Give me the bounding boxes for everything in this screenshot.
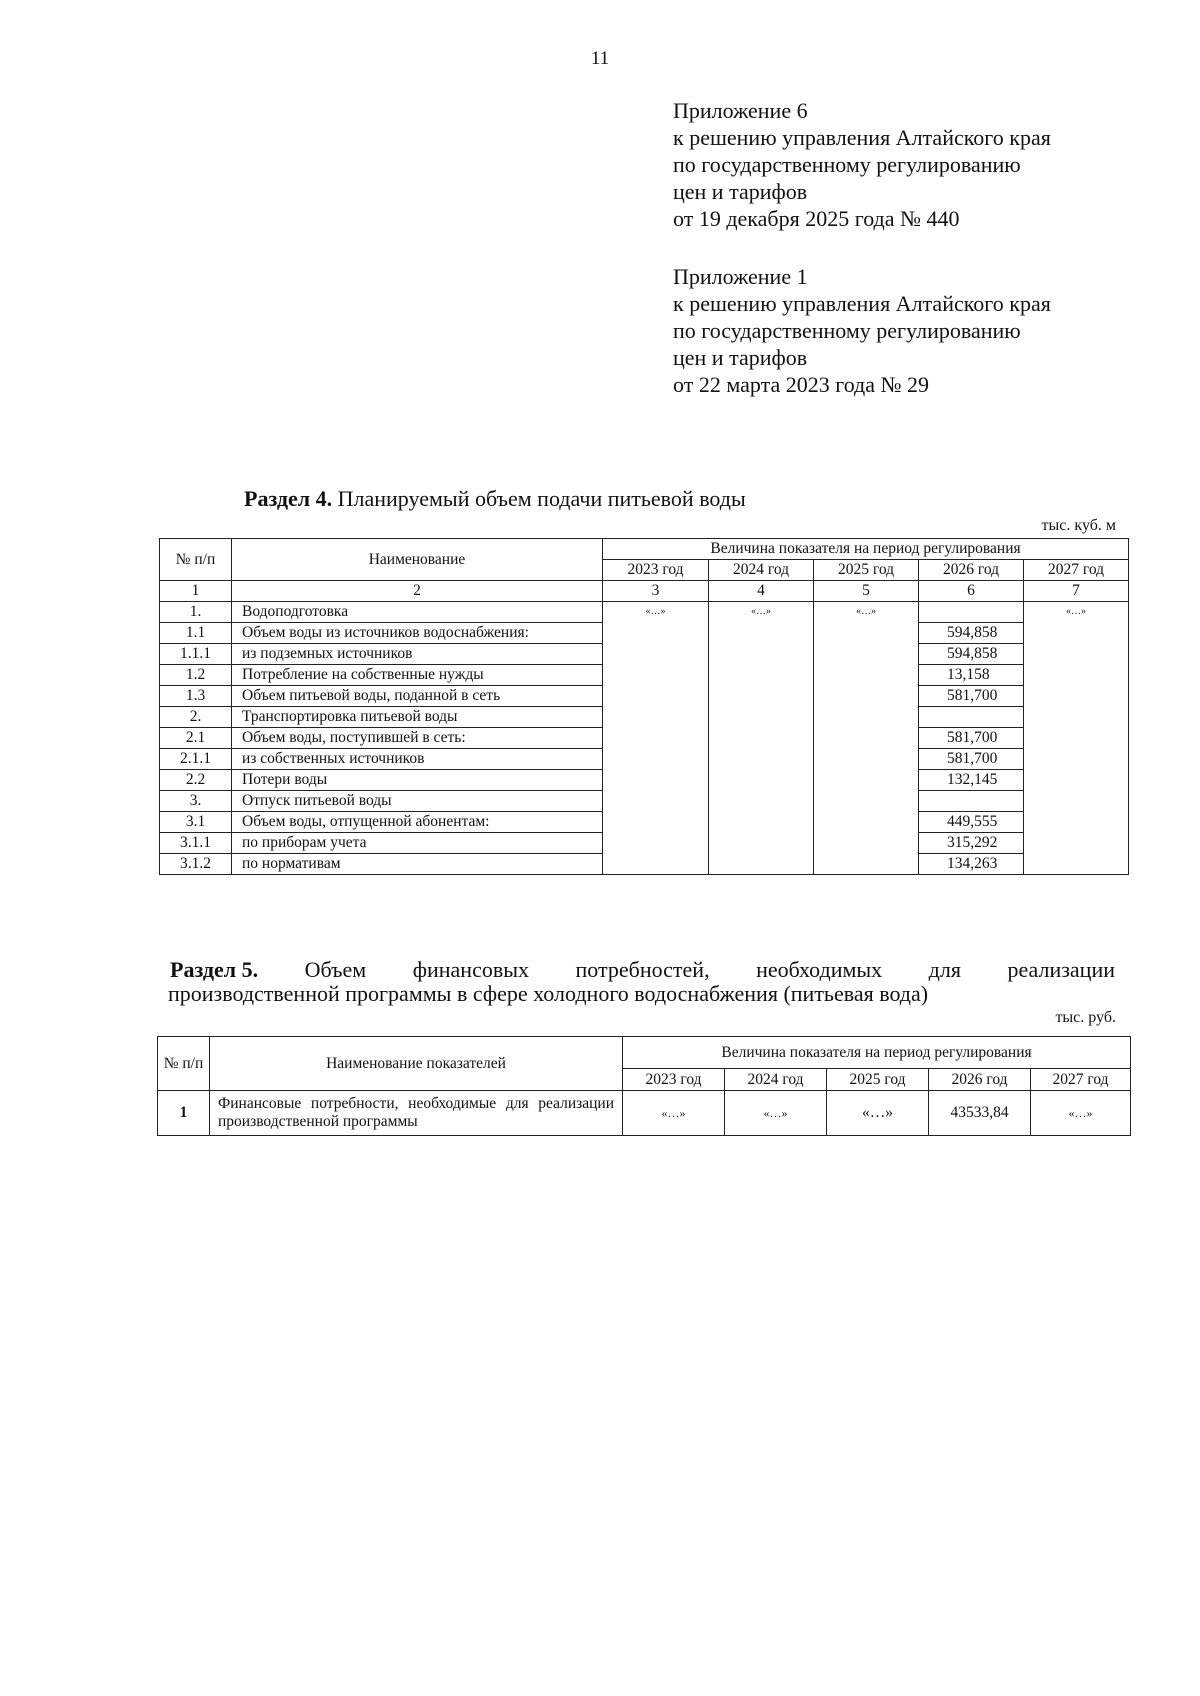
appendix-line: цен и тарифов bbox=[673, 345, 808, 370]
row-num: 2.1 bbox=[160, 728, 232, 749]
value-2026: 134,263 bbox=[919, 854, 1024, 875]
header-year: 2024 год bbox=[725, 1069, 827, 1091]
header-year: 2023 год bbox=[603, 560, 709, 581]
value-2027-placeholder: «…» bbox=[1024, 602, 1129, 875]
value-2025: «…» bbox=[827, 1091, 929, 1136]
row-num: 1 bbox=[158, 1091, 210, 1136]
row-name: из собственных источников bbox=[232, 749, 603, 770]
section-4-title-bold: Раздел 4. bbox=[244, 486, 333, 511]
col-number: 4 bbox=[709, 581, 814, 602]
appendix-1-header bbox=[673, 263, 1153, 398]
section-5-title-line2: производственной программы в сфере холодного водоснабжения (питьевая вода) bbox=[168, 981, 929, 1006]
row-name: Финансовые потребности, необходимые для реализации производственной программы bbox=[210, 1091, 623, 1136]
page-number: 11 bbox=[590, 48, 610, 69]
row-num: 3.1.2 bbox=[160, 854, 232, 875]
appendix-line: Приложение 1 bbox=[673, 264, 808, 289]
row-name: Отпуск питьевой воды bbox=[232, 791, 603, 812]
value-2026 bbox=[919, 707, 1024, 728]
section-5-title bbox=[170, 958, 1115, 1006]
section-4-unit: тыс. куб. м bbox=[1041, 517, 1116, 534]
header-name: Наименование показателей bbox=[210, 1037, 623, 1091]
row-num: 1.2 bbox=[160, 665, 232, 686]
value-2026: 315,292 bbox=[919, 833, 1024, 854]
appendix-line: к решению управления Алтайского края bbox=[673, 291, 1051, 316]
appendix-line: цен и тарифов bbox=[673, 179, 808, 204]
row-num: 1.1 bbox=[160, 623, 232, 644]
value-2023-placeholder: «…» bbox=[603, 602, 709, 875]
value-2026: 43533,84 bbox=[929, 1091, 1031, 1136]
row-name: Объем питьевой воды, поданной в сеть bbox=[232, 686, 603, 707]
row-name: Объем воды, отпущенной абонентам: bbox=[232, 812, 603, 833]
header-year: 2023 год bbox=[623, 1069, 725, 1091]
row-num: 3.1.1 bbox=[160, 833, 232, 854]
header-year: 2025 год bbox=[827, 1069, 929, 1091]
appendix-line: к решению управления Алтайского края bbox=[673, 125, 1051, 150]
section-5-title-word: для bbox=[928, 957, 961, 982]
header-year: 2026 год bbox=[919, 560, 1024, 581]
value-2025-placeholder: «…» bbox=[814, 602, 919, 875]
col-number: 5 bbox=[814, 581, 919, 602]
col-number: 1 bbox=[160, 581, 232, 602]
row-name: по нормативам bbox=[232, 854, 603, 875]
section-5-table bbox=[157, 1036, 1131, 1136]
row-num: 2.2 bbox=[160, 770, 232, 791]
header-group: Величина показателя на период регулирования bbox=[623, 1037, 1131, 1069]
section-5-title-bold: Раздел 5. bbox=[170, 957, 259, 982]
header-year: 2027 год bbox=[1031, 1069, 1131, 1091]
row-name: Водоподготовка bbox=[232, 602, 603, 623]
table-row bbox=[158, 1091, 1131, 1136]
row-name: из подземных источников bbox=[232, 644, 603, 665]
value-2026: 13,158 bbox=[919, 665, 1024, 686]
appendix-line: по государственному регулированию bbox=[673, 152, 1021, 177]
row-name: по приборам учета bbox=[232, 833, 603, 854]
header-year: 2027 год bbox=[1024, 560, 1129, 581]
row-num: 1. bbox=[160, 602, 232, 623]
value-2026: 594,858 bbox=[919, 644, 1024, 665]
appendix-line: по государственному регулированию bbox=[673, 318, 1021, 343]
table-row bbox=[160, 602, 1129, 623]
row-name: Потери воды bbox=[232, 770, 603, 791]
value-2024-placeholder: «…» bbox=[709, 602, 814, 875]
value-2024: «…» bbox=[725, 1091, 827, 1136]
section-5-title-word: реализации bbox=[1007, 957, 1115, 982]
appendix-line: Приложение 6 bbox=[673, 98, 808, 123]
section-4-table bbox=[159, 538, 1129, 875]
header-num: № п/п bbox=[158, 1037, 210, 1091]
value-2026: 581,700 bbox=[919, 728, 1024, 749]
section-5-title-word: необходимых bbox=[756, 957, 883, 982]
value-2026 bbox=[919, 791, 1024, 812]
value-2023: «…» bbox=[623, 1091, 725, 1136]
row-num: 3.1 bbox=[160, 812, 232, 833]
row-num: 1.3 bbox=[160, 686, 232, 707]
header-year: 2025 год bbox=[814, 560, 919, 581]
appendix-6-header bbox=[673, 97, 1153, 232]
value-2026: 449,555 bbox=[919, 812, 1024, 833]
section-4-title-text: Планируемый объем подачи питьевой воды bbox=[332, 486, 746, 511]
value-2026: 581,700 bbox=[919, 749, 1024, 770]
header-num: № п/п bbox=[160, 539, 232, 581]
row-name: Транспортировка питьевой воды bbox=[232, 707, 603, 728]
value-2026: 594,858 bbox=[919, 623, 1024, 644]
value-2027: «…» bbox=[1031, 1091, 1131, 1136]
section-5-title-word: Объем bbox=[304, 957, 367, 982]
row-num: 2. bbox=[160, 707, 232, 728]
value-2026 bbox=[919, 602, 1024, 623]
value-2026: 581,700 bbox=[919, 686, 1024, 707]
value-2026: 132,145 bbox=[919, 770, 1024, 791]
row-num: 1.1.1 bbox=[160, 644, 232, 665]
col-number: 2 bbox=[232, 581, 603, 602]
header-group: Величина показателя на период регулирования bbox=[603, 539, 1129, 560]
appendix-line: от 19 декабря 2025 года № 440 bbox=[673, 206, 960, 231]
row-name: Потребление на собственные нужды bbox=[232, 665, 603, 686]
header-name: Наименование bbox=[232, 539, 603, 581]
col-number: 7 bbox=[1024, 581, 1129, 602]
appendix-line: от 22 марта 2023 года № 29 bbox=[673, 372, 930, 397]
row-name: Объем воды из источников водоснабжения: bbox=[232, 623, 603, 644]
header-year: 2024 год bbox=[709, 560, 814, 581]
row-name: Объем воды, поступившей в сеть: bbox=[232, 728, 603, 749]
section-5-unit: тыс. руб. bbox=[1055, 1009, 1116, 1026]
section-4-title bbox=[244, 486, 746, 512]
section-5-title-word: финансовых bbox=[412, 957, 530, 982]
col-number: 3 bbox=[603, 581, 709, 602]
header-year: 2026 год bbox=[929, 1069, 1031, 1091]
section-5-title-word: потребностей, bbox=[575, 957, 710, 982]
row-num: 3. bbox=[160, 791, 232, 812]
row-num: 2.1.1 bbox=[160, 749, 232, 770]
col-number: 6 bbox=[919, 581, 1024, 602]
